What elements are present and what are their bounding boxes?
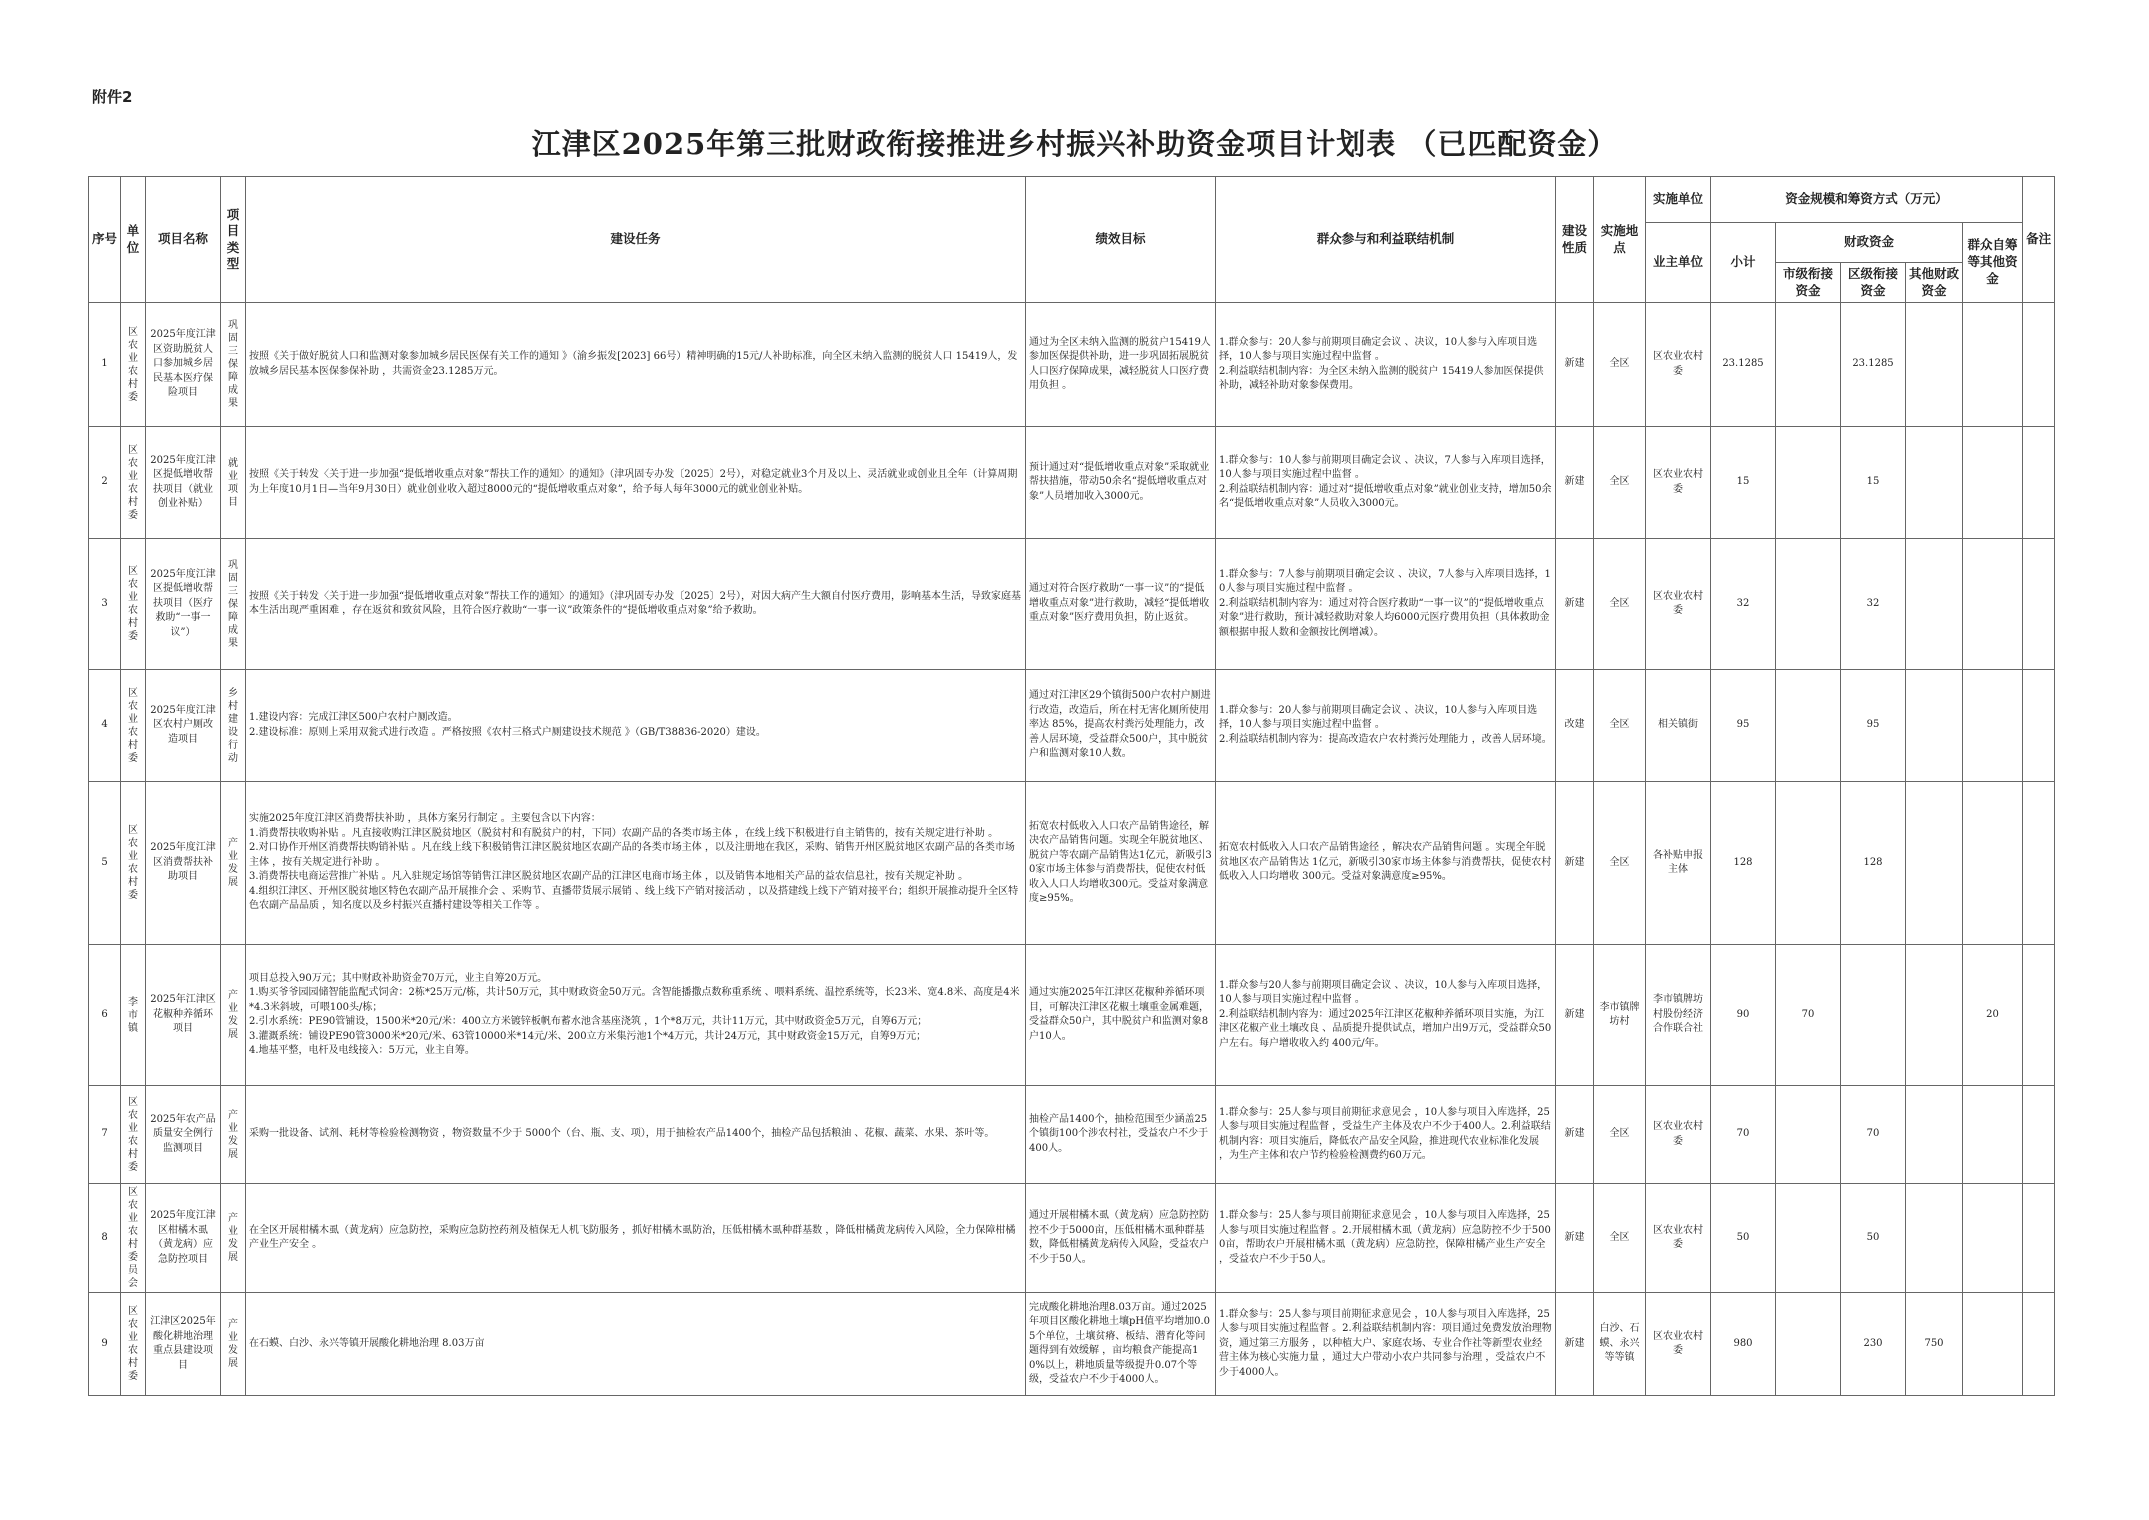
cell-remark (2023, 945, 2055, 1086)
cell-type: 乡村建设行动 (221, 670, 246, 782)
cell-self-raised (1963, 782, 2023, 945)
cell-self-raised (1963, 303, 2023, 427)
cell-subtotal: 128 (1711, 782, 1776, 945)
cell-remark (2023, 1086, 2055, 1184)
cell-remark (2023, 303, 2055, 427)
cell-subtotal: 70 (1711, 1086, 1776, 1184)
cell-type: 巩固三保障成果 (221, 303, 246, 427)
cell-city-fund (1776, 670, 1841, 782)
cell-mechanism: 1.群众参与20人参与前期项目确定会议 、决议，10人参与入库项目选择，10人参与项目实施过程中监督 。 2.利益联结机制内容为：通过2025年江津区花椒种养循环项目实施，为江津区花椒产业土壤改良 、品质提升提供试点，增加户出9万元，受益群众50户左右。每户增收收入约 400元/年。 (1216, 945, 1556, 1086)
cell-district-fund: 70 (1841, 1086, 1906, 1184)
cell-self-raised (1963, 670, 2023, 782)
cell-task: 按照《关于转发〈关于进一步加强“提低增收重点对象”帮扶工作的通知〉的通知》（津巩固专办发〔2025〕2号），对因大病产生大额自付医疗费用，影响基本生活，导致家庭基本生活出现严重困难 ，存在返贫和致贫风险，且符合医疗救助“一事一议”政策条件的“提低增收重点对象”给予救助。 (246, 539, 1026, 670)
table-row (89, 427, 2055, 539)
header-type: 项目类型 (221, 177, 246, 303)
cell-unit: 区农业农村委 (121, 1086, 146, 1184)
cell-district-fund: 128 (1841, 782, 1906, 945)
cell-name: 2025年度江津区提低增收帮扶项目（就业创业补贴） (146, 427, 221, 539)
cell-mechanism: 1.群众参与：7人参与前期项目确定会议 、决议，7人参与入库项目选择，10人参与项目实施过程中监督 。 2.利益联结机制内容为：通过对符合医疗救助“一事一议”的“提低增收重点对象”进行救助，预计减轻救助对象人均6000元医疗费用负担（具体救助金额根据申报人数和金额按比例增减）。 (1216, 539, 1556, 670)
cell-district-fund: 23.1285 (1841, 303, 1906, 427)
cell-seq: 9 (89, 1293, 121, 1396)
header-name: 项目名称 (146, 177, 221, 303)
cell-owner: 各补贴申报主体 (1646, 782, 1711, 945)
cell-place: 李市镇牌坊村 (1594, 945, 1646, 1086)
cell-place: 全区 (1594, 303, 1646, 427)
header-owner: 业主单位 (1646, 223, 1711, 303)
cell-seq: 3 (89, 539, 121, 670)
cell-other-fiscal (1906, 670, 1963, 782)
cell-owner: 区农业农村委 (1646, 1293, 1711, 1396)
cell-task: 1.建设内容：完成江津区500户农村户厕改造。 2.建设标准：原则上采用双瓮式进行改造 。严格按照《农村三格式户厕建设技术规范 》（GB/T38836-2020）建设。 (246, 670, 1026, 782)
cell-city-fund (1776, 303, 1841, 427)
cell-seq: 6 (89, 945, 121, 1086)
cell-district-fund (1841, 945, 1906, 1086)
cell-place: 全区 (1594, 1086, 1646, 1184)
cell-owner: 区农业农村委 (1646, 539, 1711, 670)
cell-other-fiscal (1906, 303, 1963, 427)
cell-unit: 李市镇 (121, 945, 146, 1086)
cell-type: 巩固三保障成果 (221, 539, 246, 670)
cell-place: 全区 (1594, 670, 1646, 782)
cell-goal: 预计通过对“提低增收重点对象”采取就业帮扶措施，带动50余名“提低增收重点对象”人员增加收入3000元。 (1026, 427, 1216, 539)
cell-self-raised (1963, 1086, 2023, 1184)
cell-city-fund (1776, 427, 1841, 539)
cell-type: 产业发展 (221, 1184, 246, 1293)
cell-nature: 新建 (1556, 303, 1594, 427)
cell-unit: 区农业农村委 (121, 670, 146, 782)
cell-name: 2025年农产品质量安全例行监测项目 (146, 1086, 221, 1184)
table-row (89, 303, 2055, 427)
header-city-fund: 市级衔接资金 (1776, 263, 1841, 303)
cell-subtotal: 15 (1711, 427, 1776, 539)
cell-self-raised (1963, 1293, 2023, 1396)
cell-nature: 新建 (1556, 427, 1594, 539)
header-seq: 序号 (89, 177, 121, 303)
attachment-label: 附件2 (92, 88, 133, 106)
cell-task: 按照《关于做好脱贫人口和监测对象参加城乡居民医保有关工作的通知 》（渝乡振发[2023] 66号）精神明确的15元/人补助标准，向全区未纳入监测的脱贫人口 15419人，发放城乡居民基本医保参保补助 ，共需资金23.1285万元。 (246, 303, 1026, 427)
cell-goal: 抽检产品1400个，抽检范围至少涵盖25个镇街100个涉农村社，受益农户不少于400人。 (1026, 1086, 1216, 1184)
cell-seq: 7 (89, 1086, 121, 1184)
cell-owner: 区农业农村委 (1646, 427, 1711, 539)
table-row (89, 670, 2055, 782)
cell-subtotal: 90 (1711, 945, 1776, 1086)
cell-nature: 新建 (1556, 1293, 1594, 1396)
cell-name: 2025年度江津区提低增收帮扶项目（医疗救助“一事一议”） (146, 539, 221, 670)
cell-goal: 通过实施2025年江津区花椒种养循环项目，可解决江津区花椒土壤重金属难题，受益群众50户，其中脱贫户和监测对象8户10人。 (1026, 945, 1216, 1086)
cell-other-fiscal (1906, 945, 1963, 1086)
cell-remark (2023, 1293, 2055, 1396)
cell-subtotal: 23.1285 (1711, 303, 1776, 427)
cell-name: 江津区2025年酸化耕地治理重点县建设项目 (146, 1293, 221, 1396)
header-fiscal: 财政资金 (1776, 223, 1963, 263)
cell-name: 2025年度江津区柑橘木虱（黄龙病）应急防控项目 (146, 1184, 221, 1293)
cell-owner: 区农业农村委 (1646, 1184, 1711, 1293)
cell-subtotal: 95 (1711, 670, 1776, 782)
table-row (89, 539, 2055, 670)
cell-owner: 区农业农村委 (1646, 303, 1711, 427)
cell-city-fund: 70 (1776, 945, 1841, 1086)
cell-seq: 2 (89, 427, 121, 539)
cell-city-fund (1776, 1086, 1841, 1184)
cell-unit: 区农业农村委 (121, 1293, 146, 1396)
cell-unit: 区农业农村委 (121, 539, 146, 670)
cell-goal: 通过为全区未纳入监测的脱贫户15419人参加医保提供补助，进一步巩固拓展脱贫人口医疗保障成果，减轻脱贫人口医疗费用负担 。 (1026, 303, 1216, 427)
cell-other-fiscal (1906, 1086, 1963, 1184)
header-fund-scale: 资金规模和筹资方式（万元） (1711, 177, 2023, 223)
cell-district-fund: 32 (1841, 539, 1906, 670)
cell-seq: 4 (89, 670, 121, 782)
cell-seq: 1 (89, 303, 121, 427)
header-remark: 备注 (2023, 177, 2055, 303)
header-mechanism: 群众参与和利益联结机制 (1216, 177, 1556, 303)
cell-type: 产业发展 (221, 1086, 246, 1184)
cell-other-fiscal (1906, 782, 1963, 945)
cell-goal: 通过开展柑橘木虱（黄龙病）应急防控防控不少于5000亩，压低柑橘木虱种群基数，降低柑橘黄龙病传入风险，受益农户不少于50人。 (1026, 1184, 1216, 1293)
cell-nature: 新建 (1556, 539, 1594, 670)
cell-place: 白沙、石蟆、永兴等等镇 (1594, 1293, 1646, 1396)
cell-nature: 新建 (1556, 1184, 1594, 1293)
cell-unit: 区农业农村委员会 (121, 1184, 146, 1293)
cell-name: 2025年度江津区消费帮扶补助项目 (146, 782, 221, 945)
cell-nature: 改建 (1556, 670, 1594, 782)
cell-other-fiscal (1906, 1184, 1963, 1293)
project-plan-table (88, 176, 2055, 1396)
cell-remark (2023, 1184, 2055, 1293)
cell-other-fiscal (1906, 539, 1963, 670)
cell-subtotal: 980 (1711, 1293, 1776, 1396)
header-task: 建设任务 (246, 177, 1026, 303)
cell-seq: 8 (89, 1184, 121, 1293)
table-row (89, 1086, 2055, 1184)
cell-mechanism: 1.群众参与：10人参与前期项目确定会议 、决议，7人参与入库项目选择，10人参与项目实施过程中监督 。 2.利益联结机制内容：通过对“提低增收重点对象”就业创业支持，增加50余名“提低增收重点对象”人员收入3000元。 (1216, 427, 1556, 539)
header-subtotal: 小计 (1711, 223, 1776, 303)
cell-district-fund: 15 (1841, 427, 1906, 539)
cell-remark (2023, 782, 2055, 945)
table-row (89, 1293, 2055, 1396)
cell-nature: 新建 (1556, 1086, 1594, 1184)
cell-city-fund (1776, 1293, 1841, 1396)
cell-place: 全区 (1594, 539, 1646, 670)
cell-mechanism: 拓宽农村低收入人口农产品销售途径 ，解决农产品销售问题 。实现全年脱贫地区农产品销售达 1亿元，新吸引30家市场主体参与消费帮扶，促使农村低收入人口均增收 300元。受益对象满意度≥95%。 (1216, 782, 1556, 945)
cell-name: 2025年江津区花椒种养循环项目 (146, 945, 221, 1086)
table-row (89, 1184, 2055, 1293)
cell-goal: 拓宽农村低收入人口农产品销售途径，解决农产品销售问题。实现全年脱贫地区、脱贫户等农副产品销售达1亿元，新吸引30家市场主体参与消费帮扶，促使农村低收入人口人均增收300元。受益对象满意度≥95%。 (1026, 782, 1216, 945)
cell-seq: 5 (89, 782, 121, 945)
cell-unit: 区农业农村委 (121, 303, 146, 427)
header-nature: 建设性质 (1556, 177, 1594, 303)
header-unit: 单位 (121, 177, 146, 303)
cell-nature: 新建 (1556, 945, 1594, 1086)
cell-name: 2025年度江津区资助脱贫人口参加城乡居民基本医疗保险项目 (146, 303, 221, 427)
cell-remark (2023, 539, 2055, 670)
table-row (89, 945, 2055, 1086)
cell-subtotal: 32 (1711, 539, 1776, 670)
table-row (89, 782, 2055, 945)
header-other-fiscal: 其他财政资金 (1906, 263, 1963, 303)
cell-name: 2025年度江津区农村户厕改造项目 (146, 670, 221, 782)
cell-mechanism: 1.群众参与：20人参与前期项目确定会议 、决议，10人参与入库项目选择，10人参与项目实施过程中监督 。 2.利益联结机制内容为：提高改造农户农村粪污处理能力 ，改善人居环境。 (1216, 670, 1556, 782)
header-goal: 绩效目标 (1026, 177, 1216, 303)
header-impl-unit: 实施单位 (1646, 177, 1711, 223)
cell-mechanism: 1.群众参与：25人参与项目前期征求意见会 ，10人参与项目入库选择，25人参与项目实施过程监督 。2.利益联结机制内容：项目通过免费发放治理物资，通过第三方服务 ，以种植大户、家庭农场、专业合作社等新型农业经营主体为核心实施力量 ，通过大户带动小农户共同参与治理 ，受益农户不少于4000人。 (1216, 1293, 1556, 1396)
cell-self-raised (1963, 539, 2023, 670)
cell-subtotal: 50 (1711, 1184, 1776, 1293)
cell-self-raised (1963, 427, 2023, 539)
cell-type: 就业项目 (221, 427, 246, 539)
cell-nature: 新建 (1556, 782, 1594, 945)
cell-owner: 李市镇牌坊村股份经济合作联合社 (1646, 945, 1711, 1086)
header-self-raised: 群众自筹等其他资金 (1963, 223, 2023, 303)
cell-task: 项目总投入90万元；其中财政补助资金70万元，业主自筹20万元。 1.购买爷爷园园储智能监配式饲舍：2栋*25万元/栋，共计50万元，其中财政资金50万元。含智能播撒点数称重系统 、喂料系统、温控系统等，长23米、宽4.8米、高度是4米*4.3米斜坡，可喂100头/栋； 2.引水系统：PE90管铺设，1500米*20元/米：400立方米镀锌板帆布蓄水池含基座浇筑 ，1个*8万元，共计11万元，其中财政资金5万元，自筹6万元； 3.灌溉系统：铺设PE90管3000米*20元/米、63管10000米*14元/米、200立方米集污池1个*4万元，共计24万元，其中财政资金15万元，自筹9万元； 4.地基平整，电杆及电线接入：5万元，业主自筹。 (246, 945, 1026, 1086)
cell-goal: 通过对符合医疗救助“一事一议”的“提低增收重点对象”进行救助，减轻“提低增收重点对象”医疗费用负担，防止返贫。 (1026, 539, 1216, 670)
cell-self-raised: 20 (1963, 945, 2023, 1086)
cell-place: 全区 (1594, 1184, 1646, 1293)
cell-owner: 区农业农村委 (1646, 1086, 1711, 1184)
cell-district-fund: 230 (1841, 1293, 1906, 1396)
cell-other-fiscal: 750 (1906, 1293, 1963, 1396)
cell-unit: 区农业农村委 (121, 427, 146, 539)
cell-place: 全区 (1594, 782, 1646, 945)
cell-task: 采购一批设备、试剂、耗材等检验检测物资 ，物资数量不少于 5000个（台、瓶、支、项），用于抽检农产品1400个，抽检产品包括粮油 、花椒、蔬菜、水果、茶叶等。 (246, 1086, 1026, 1184)
cell-other-fiscal (1906, 427, 1963, 539)
cell-city-fund (1776, 539, 1841, 670)
cell-goal: 完成酸化耕地治理8.03万亩。通过2025年项目区酸化耕地土壤pH值平均增加0.05个单位，土壤贫瘠、板结、潜育化等问题得到有效缓解 ，亩均粮食产能提高10%以上，耕地质量等级提升0.07个等级，受益农户不少于4000人。 (1026, 1293, 1216, 1396)
cell-task: 在全区开展柑橘木虱（黄龙病）应急防控，采购应急防控药剂及植保无人机飞防服务 ，抓好柑橘木虱防治，压低柑橘木虱种群基数 ，降低柑橘黄龙病传入风险，全力保障柑橘产业生产安全 。 (246, 1184, 1026, 1293)
cell-district-fund: 50 (1841, 1184, 1906, 1293)
cell-type: 产业发展 (221, 945, 246, 1086)
page-title: 江津区2025年第三批财政衔接推进乡村振兴补助资金项目计划表 （已匹配资金） (531, 127, 1618, 161)
cell-goal: 通过对江津区29个镇街500户农村户厕进行改造，改造后，所在村无害化厕所使用率达 85%，提高农村粪污处理能力，改善人居环境，受益群众500户，其中脱贫户和监测对象10人数。 (1026, 670, 1216, 782)
cell-city-fund (1776, 782, 1841, 945)
cell-mechanism: 1.群众参与：25人参与项目前期征求意见会 ，10人参与项目入库选择，25人参与项目实施过程监督 ，受益生产主体及农户不少于400人。2.利益联结机制内容：项目实施后，降低农产品安全风险，推进现代农业标准化发展 ，为生产主体和农户节约检验检测费约60万元。 (1216, 1086, 1556, 1184)
cell-task: 按照《关于转发〈关于进一步加强“提低增收重点对象”帮扶工作的通知〉的通知》（津巩固专办发〔2025〕2号），对稳定就业3个月及以上、灵活就业或创业且全年（计算周期为上年度10月1日—当年9月30日）就业创业收入超过8000元的“提低增收重点对象”，给予每人每年3000元的就业创业补贴。 (246, 427, 1026, 539)
cell-city-fund (1776, 1184, 1841, 1293)
cell-mechanism: 1.群众参与：20人参与前期项目确定会议 、决议，10人参与入库项目选择，10人参与项目实施过程中监督 。 2.利益联结机制内容：为全区未纳入监测的脱贫户 15419人参加医保提供补助，减轻补助对象参保费用。 (1216, 303, 1556, 427)
cell-task: 在石蟆、白沙、永兴等镇开展酸化耕地治理 8.03万亩 (246, 1293, 1026, 1396)
cell-type: 产业发展 (221, 782, 246, 945)
cell-remark (2023, 427, 2055, 539)
header-place: 实施地点 (1594, 177, 1646, 303)
cell-owner: 相关镇街 (1646, 670, 1711, 782)
cell-district-fund: 95 (1841, 670, 1906, 782)
cell-unit: 区农业农村委 (121, 782, 146, 945)
cell-mechanism: 1.群众参与：25人参与项目前期征求意见会 ，10人参与项目入库选择，25人参与项目实施过程监督 。2.开展柑橘木虱（黄龙病）应急防控不少于5000亩，帮助农户开展柑橘木虱（黄龙病）应急防控，保障柑橘产业生产安全 ，受益农户不少于50人。 (1216, 1184, 1556, 1293)
cell-self-raised (1963, 1184, 2023, 1293)
cell-task: 实施2025年度江津区消费帮扶补助 ，具体方案另行制定 。主要包含以下内容： 1.消费帮扶收购补贴 。凡直接收购江津区脱贫地区（脱贫村和有脱贫户的村，下同）农副产品的各类市场主体 ，在线上线下积极进行自主销售的，按有关规定进行补助 。 2.对口协作开州区消费帮扶购销补贴 。凡在线上线下积极销售江津区脱贫地区农副产品的各类市场主体 ，以及注册地在我区，采购、销售开州区脱贫地区农副产品的各类市场主体 ，按有关规定进行补助 。 3.消费帮扶电商运营推广补贴 。凡入驻规定场馆等销售江津区脱贫地区农副产品的江津区电商市场主体 ，以及销售本地相关产品的益农信息社，按有关规定补助 。 4.组织江津区、开州区脱贫地区特色农副产品开展推介会 、采购节、直播带货展示展销 、线上线下产销对接活动 ，以及搭建线上线下产销对接平台；组织开展推动提升全区特色农副产品品质 ，知名度以及乡村振兴直播村建设等相关工作等 。 (246, 782, 1026, 945)
cell-type: 产业发展 (221, 1293, 246, 1396)
cell-place: 全区 (1594, 427, 1646, 539)
header-district-fund: 区级衔接资金 (1841, 263, 1906, 303)
cell-remark (2023, 670, 2055, 782)
